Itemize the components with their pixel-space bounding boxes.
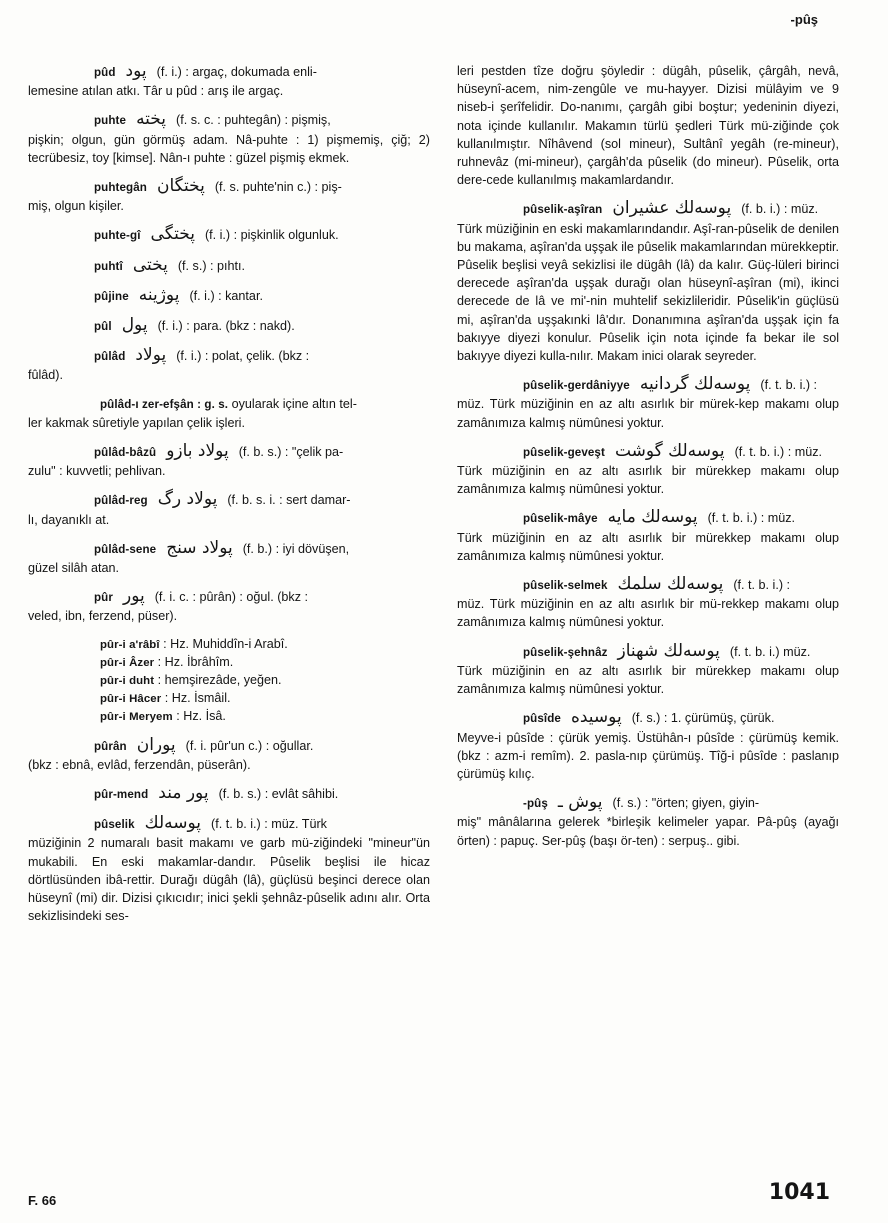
entry-continuation: pişkin; olgun, gün görmüş adam. Nâ-puhte : 1) pişmemiş, çiğ; 2) tecrübesiz, toy [kimse]. Nân-ı puhte : güzel pişmiş ekmek. [28, 132, 430, 165]
sub-entry-headword: pûr-i Hâcer [100, 692, 162, 705]
sub-entry-definition: : Hz. İsâ. [176, 708, 226, 723]
entry-headword: pûr-mend [94, 788, 149, 802]
entry-headword: pûlâd-ı zer-efşân : g. s. [100, 397, 229, 411]
sub-entry [28, 636, 430, 654]
dictionary-entry-pulad [28, 346, 430, 384]
entry-continuation: (bkz : ebnâ, evlâd, ferzendân, püserân). [28, 757, 251, 772]
entry-definition: (f. b. s.) : evlât sâhibi. [218, 787, 339, 802]
entry-headword: pûsîde [523, 712, 561, 726]
sub-entry-headword: pûr-i duht [100, 674, 155, 687]
entry-definition: (f. b. i.) : müz. [741, 202, 819, 217]
entry-definition: (f. i.) : para. (bkz : nakd). [157, 319, 295, 334]
dictionary-entry-pulad_bazu [28, 442, 430, 480]
entry-headword: puhtî [94, 259, 123, 273]
entry-arabic-script: پوش ـ [557, 792, 603, 813]
sub-entry-definition: : hemşirezâde, yeğen. [157, 672, 282, 687]
dictionary-entry-p_gevest [457, 442, 839, 499]
entry-definition: (f. s. puhte'nin c.) : piş- [214, 180, 342, 195]
entry-definition: (f. t. b. i.) : müz. Türk [211, 817, 327, 832]
entry-continuation: müz. Türk müziğinin en az altı asırlık bir mü-rekkep makamı olup zamânımıza kalmış nümûnesi yoktur. [457, 597, 839, 630]
dictionary-entry-pul [28, 316, 430, 336]
sub-entry [28, 690, 430, 708]
entry-definition: leri pestden tîze doğru şöyledir : dügâh, pûselik, çârgâh, nevâ, hüseynî-acem, nim-zengûle ve mu-hayyer. Dizisi mülâyim ve 9 niseb-i şerîfelidir. Do-nanımı, çargâh gibi boştur; yedeninin diyezi, nota içinde kullanılır. Makamın türlü şedleri Türk mü-ziğinde çok kullanılmıştır. Nîhâvend (sol mineur), Sultânî yegâh (re-mineur), ruhnevâz (mi-mineur), çargâh'da pûselik (do mineur). Pûselik, orta dere-cede kullanılmış makamlardandır. [457, 64, 839, 188]
entry-continuation: miş, olgun kişiler. [28, 199, 124, 214]
entry-line [457, 708, 839, 728]
dictionary-entry-p_maye [457, 508, 839, 565]
entry-line [28, 62, 430, 82]
entry-headword: pûd [94, 66, 116, 79]
page-number: 1041 [768, 1180, 830, 1205]
entry-line [28, 256, 430, 276]
entry-continuation: Türk müziğinin en eski makamlarındandır. Aşî-ran-pûselik de denilen bu makama, aşîran'da uşşak ile pûselik makamlarından mürekkeptir. Pûselik beşlisi veyâ sekizlisi ile dügâh (lâ) da kalır. Güç-lüleri birinci derecede aşîran'da uşşak durağı olan hüseynî-aşîran (mi), ikinci derecede de lâ ve mi'-nin muhtelif sekizlileridir. Pûselik'in güçlüsü mi, aşîran'da uşşakınki lâ'dır. Donanımına aşîran'da uşşak için fa bakıyye diyezi konulur. Pûselik için nota içinde fa bekar ile sol bakıyye diyezi kulla-nılır. Makam inici olarak seyreder. [457, 221, 839, 364]
signature-mark: F. 66 [28, 1193, 57, 1208]
entry-headword: pûl [94, 320, 112, 334]
entry-definition: (f. b.) : iyi dövüşen, [242, 541, 350, 556]
entry-definition: (f. t. b. i.) : müz. [707, 511, 796, 526]
left-column [28, 62, 430, 936]
entry-arabic-script: پخته [136, 109, 167, 130]
dictionary-entry-p_gerdaniyye [457, 375, 839, 432]
entry-line [28, 736, 430, 756]
entry-headword: pûr [94, 591, 113, 605]
entry-line [457, 793, 839, 813]
entry-headword: -pûş [523, 797, 548, 811]
entry-definition: (f. s.) : "örten; giyen, giyin- [612, 796, 760, 811]
entry-line [28, 539, 430, 559]
entry-arabic-script: پولاد [135, 345, 167, 366]
entry-headword: pûselik-şehnâz [523, 645, 608, 659]
entry-arabic-script: پوژینه [138, 284, 180, 305]
entry-headword: pûselik [94, 818, 135, 832]
entry-line [457, 642, 839, 662]
entry-arabic-script: پول [121, 315, 148, 336]
entry-headword: pûselik-aşîran [523, 203, 603, 217]
entry-headword: puhte-gî [94, 229, 141, 243]
sub-entry-list [28, 636, 430, 726]
entry-headword: pûrân [94, 739, 127, 753]
sub-entry-headword: pûr-i a'râbî [100, 638, 160, 651]
entry-line [28, 395, 430, 414]
entry-continuation: fûlâd). [28, 368, 64, 383]
entry-arabic-script: پولاد بازو [166, 441, 229, 462]
dictionary-entry-puhte [28, 110, 430, 167]
entry-definition: (f. t. b. i.) : müz. [734, 444, 823, 459]
entry-line [28, 316, 430, 336]
entry-continuation: zulu" : kuvvetli; pehlivan. [28, 464, 166, 479]
entry-arabic-script: پولاد رگ [157, 489, 218, 510]
dictionary-entry-pur [28, 587, 430, 625]
entry-continuation: veled, ibn, ferzend, püser). [28, 609, 178, 624]
entry-definition: (f. b. s. i. : sert damar- [227, 493, 351, 508]
entry-line [457, 199, 839, 219]
entry-line [28, 177, 430, 197]
entry-arabic-script: پور مند [158, 783, 209, 804]
entry-continuation: müz. Türk müziğinin en az altı asırlık bir mürek-kep makamı olup zamânımıza kalmış nümûnesi yoktur. [457, 397, 839, 430]
entry-definition: (f. t. b. i.) : [733, 578, 791, 593]
entry-line [457, 575, 839, 595]
entry-definition: oyularak içine altın tel- [231, 396, 357, 411]
entry-headword: pûselik-gerdâniyye [523, 379, 630, 393]
dictionary-entry-puselik [28, 814, 430, 925]
entry-headword: pûlâd-reg [94, 494, 148, 508]
entry-arabic-script: پوسه‌لك گردانیه [639, 374, 751, 395]
sub-entry [28, 708, 430, 726]
entry-line [457, 442, 839, 462]
entry-arabic-script: پولاد سنج [166, 537, 233, 558]
dictionary-entry-puside [457, 708, 839, 783]
sub-entry-headword: pûr-i Meryem [100, 710, 173, 723]
entry-arabic-script: پوسیده [570, 707, 622, 728]
running-head: -pûş [790, 12, 818, 27]
entry-continuation: Meyve-i pûsîde : çürük yemiş. Üstühân-ı pûsîde : çürümüş kemik. (bkz : azm-i remîm). 2. pasla-nıp çürümüş. Tîğ-i pûsîde : paslanıp çürümüş kılıç. [457, 730, 839, 781]
entry-arabic-script: پود [125, 61, 147, 81]
dictionary-entry-puhtegi [28, 225, 430, 245]
entry-arabic-script: پوسه‌لك گوشت [614, 440, 725, 461]
entry-continuation: ler kakmak sûretiyle yapılan çelik işleri. [28, 415, 245, 430]
entry-definition: (f. i.) : pişkinlik olgunluk. [204, 228, 339, 243]
entry-line [457, 375, 839, 395]
entry-arabic-script: پوسه‌لك سلمك [617, 574, 724, 595]
entry-headword: pûjine [94, 289, 129, 303]
sub-entry-headword: pûr-i Âzer [100, 656, 155, 669]
sub-entry-definition: : Hz. İsmâil. [164, 690, 231, 705]
dictionary-entry-p_sehnaz [457, 642, 839, 699]
entry-definition: (f. i. pûr'un c.) : oğullar. [185, 738, 314, 753]
entry-continuation: Türk müziğinin en az altı asırlık bir mürekkep makamı olup zamânımıza kalmış nümûnesi yoktur. [457, 663, 839, 697]
entry-line [28, 784, 430, 804]
entry-headword: pûlâd [94, 350, 126, 364]
entry-continuation: güzel silâh atan. [28, 561, 120, 576]
dictionary-entry-p_selmek [457, 575, 839, 632]
entry-line [28, 442, 430, 462]
entry-definition: (f. i.) : argaç, dokumada enli- [156, 65, 317, 79]
entry-line [28, 286, 430, 306]
sub-entry [28, 672, 430, 690]
entry-continuation: lemesine atılan atkı. Târ u pûd : arış ile argaç. [28, 84, 284, 99]
entry-line [28, 110, 430, 130]
entry-line [28, 814, 430, 834]
entry-continuation: Türk müziğinin en az altı asırlık bir mürekkep makamı olup zamânımıza kalmış nümûnesi yoktur. [457, 530, 839, 563]
entry-arabic-script: پوران [136, 734, 176, 755]
entry-arabic-script: پختی [132, 254, 168, 275]
dictionary-entry-pus [457, 793, 839, 850]
entry-definition: (f. s.) : 1. çürümüş, çürük. [631, 711, 775, 726]
entry-headword: puhte [94, 114, 127, 128]
dictionary-entry-p_asiran [457, 199, 839, 365]
entry-line [457, 508, 839, 528]
entry-headword: pûselik-selmek [523, 579, 608, 593]
entry-line [28, 587, 430, 607]
dictionary-entry-puhtegan [28, 177, 430, 215]
sub-entry-definition: : Hz. Muhiddîn-i Arabî. [163, 636, 288, 651]
entry-definition: (f. t. b. i.) müz. [729, 644, 811, 659]
entry-definition: (f. t. b. i.) : [760, 378, 818, 393]
entry-arabic-script: پوسه‌لك عشیران [612, 198, 732, 219]
entry-definition: (f. i. c. : pûrân) : oğul. (bkz : [154, 590, 308, 605]
entry-headword: puhtegân [94, 181, 147, 195]
entry-definition: (f. s. c. : puhtegân) : pişmiş, [176, 113, 331, 128]
entry-arabic-script: پختگی [150, 224, 195, 245]
entry-definition: (f. i.) : polat, çelik. (bkz : [176, 349, 310, 364]
entry-continuation: miş" mânâlarına gelerek *birleşik kelimeler yapar. Pâ-pûş (ayağı örten) : papuç. Ser-pûş (başı ör-ten) : serpuş.. gibi. [457, 815, 839, 848]
entry-continuation: lı, dayanıklı at. [28, 512, 110, 527]
entry-arabic-script: پور [122, 586, 145, 607]
entry-headword: pûlâd-sene [94, 542, 157, 556]
entry-arabic-script: پختگان [156, 176, 205, 197]
entry-definition: (f. s.) : pıhtı. [177, 258, 246, 273]
entry-continuation: müziğinin 2 numaralı basit makamı ve garb mü-ziğindeki "mineur"ün mukabili. En eski makamlar-dandır. Pûselik beşlisi ile hicaz dörtlüsünden ibâ-rettir. Durağı dügâh (lâ), güçlüsü beşinci derece olan hüseynî (mi) dir. Dizisi çıkıcıdır; inici şekli şehnâz-pûselik adını alır. Orta sekizlisindeki ses- [28, 836, 430, 924]
dictionary-entry-pur_mend [28, 784, 430, 804]
dictionary-entry-puselik_cont [457, 62, 839, 189]
entry-line [28, 225, 430, 245]
dictionary-entry-pujine [28, 286, 430, 306]
entry-line [457, 62, 839, 189]
entry-definition: (f. i.) : kantar. [189, 288, 263, 303]
entry-continuation: Türk müziğinin en az altı asırlık bir mürekkep makamı olup zamânımıza kalmış nümûnesi yoktur. [457, 464, 839, 497]
dictionary-entry-pulad_zer [28, 395, 430, 432]
entry-arabic-script: پوسه‌لك شهناز [617, 640, 720, 661]
entry-arabic-script: پوسه‌لك [144, 813, 202, 834]
entry-line [28, 490, 430, 510]
dictionary-entry-puhti [28, 256, 430, 276]
dictionary-entry-pulad_sene [28, 539, 430, 577]
entry-headword: pûlâd-bâzû [94, 446, 157, 460]
dictionary-entry-puran [28, 736, 430, 774]
dictionary-entry-pud [28, 62, 430, 100]
sub-entry [28, 654, 430, 672]
entry-arabic-script: پوسه‌لك مایه [607, 507, 698, 528]
right-column [457, 62, 839, 860]
dictionary-entry-pulad_reg [28, 490, 430, 528]
sub-entry-definition: : Hz. İbrâhîm. [157, 654, 234, 669]
entry-definition: (f. b. s.) : "çelik pa- [238, 445, 344, 460]
entry-line [28, 346, 430, 366]
entry-headword: pûselik-geveşt [523, 445, 605, 459]
entry-headword: pûselik-mâye [523, 512, 598, 526]
